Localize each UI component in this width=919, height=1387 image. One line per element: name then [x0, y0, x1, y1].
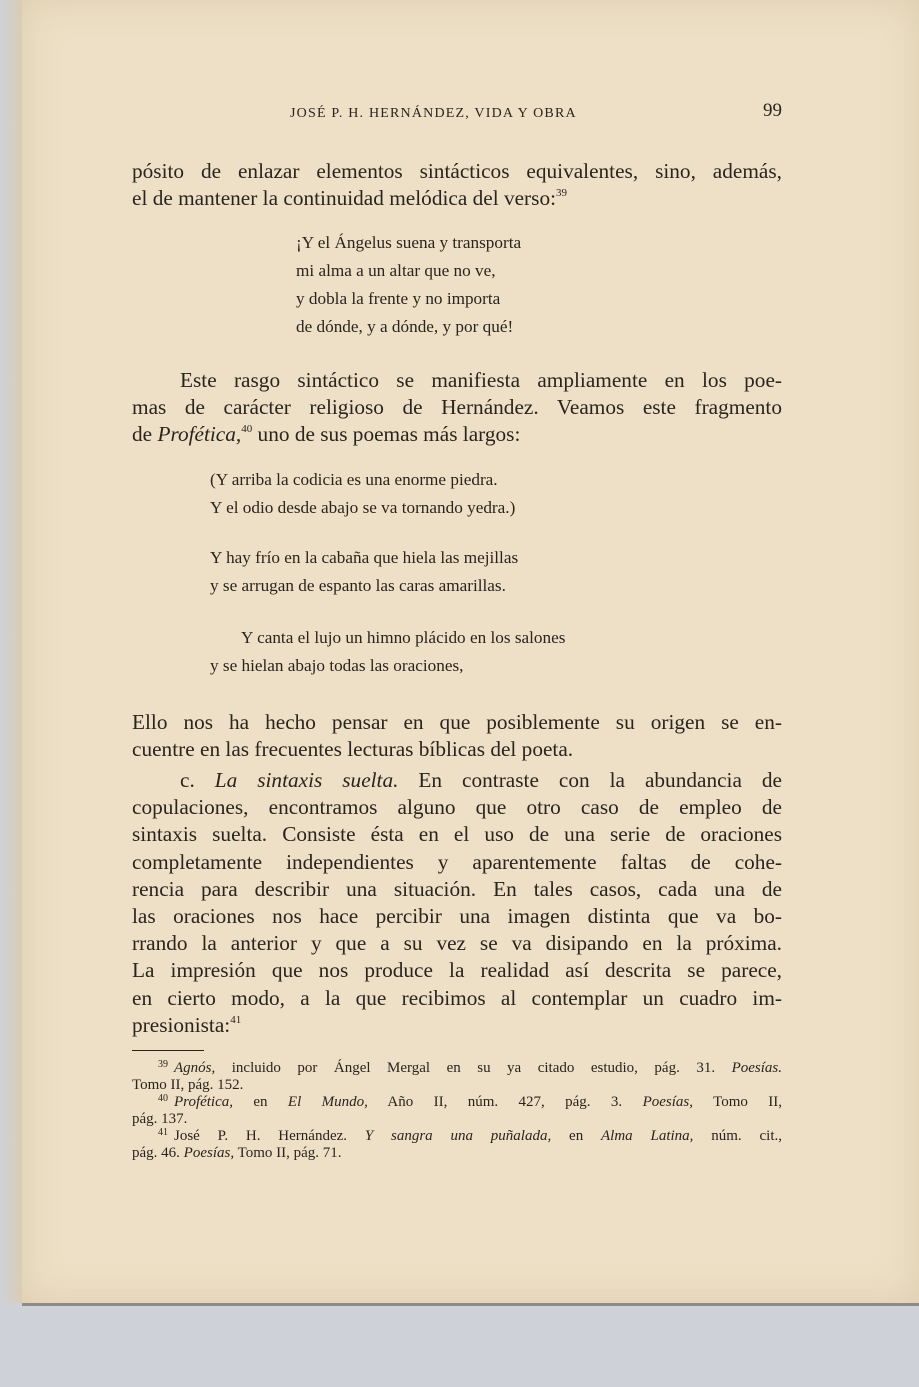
page-number: 99	[763, 100, 782, 121]
verse-line: de dónde, y a dónde, y por qué!	[296, 317, 514, 336]
text-line: el de mantener la continuidad melódica del verso:$^{39}$	[132, 186, 568, 211]
paragraph-4	[132, 767, 782, 1039]
text-line: La impresión que nos produce la realidad así descrita se parece,	[132, 958, 782, 983]
text-line: Ello nos ha hecho pensar en que posiblemente su origen se en-	[132, 710, 782, 734]
verse-stanza-3	[210, 624, 565, 680]
paragraph-1	[132, 158, 782, 212]
text-line: rrando la anterior y que a su vez se va disipando en la próxima.	[132, 931, 782, 956]
text-line: copulaciones, encontramos alguno que otro caso de empleo de	[132, 795, 782, 820]
text-line: sintaxis suelta. Consiste ésta en el uso de una serie de oraciones	[132, 822, 782, 847]
text-line: completamente independientes y aparentemente faltas de cohe-	[132, 849, 782, 874]
verse-stanza-1	[210, 466, 515, 522]
verse-line: y se hielan abajo todas las oraciones,	[210, 656, 464, 675]
verse-line: Y canta el lujo un himno plácido en los salones	[241, 628, 566, 647]
text-line: mas de carácter religioso de Hernández. Veamos este fragmento	[132, 395, 782, 420]
verse-line: Y hay frío en la cabaña que hiela las mejillas	[210, 548, 519, 567]
page-header	[132, 100, 782, 130]
verse-stanza-2	[210, 544, 518, 600]
text-line: pósito de enlazar elementos sintácticos equivalentes, sino, además,	[132, 159, 782, 183]
footnote-40: $^{40}$ Profética, en El Mundo, Año II, núm. 427, pág. 3. Poesías, Tomo II, pág. 137.	[132, 1093, 782, 1127]
footnote-ref-41: 41	[230, 1013, 242, 1026]
running-title: JOSÉ P. H. HERNÁNDEZ, VIDA Y OBRA	[290, 106, 577, 121]
verse-quote-1	[296, 229, 521, 341]
text-line: cuentre en las frecuentes lecturas bíblicas del poeta.	[132, 737, 574, 762]
text-line: Este rasgo sintáctico se manifiesta ampliamente en los poe-	[180, 368, 782, 392]
text-line: de Profética,$^{40}$ uno de sus poemas más largos:	[132, 422, 521, 447]
paragraph-3	[132, 709, 782, 763]
footnote-41: $^{41}$ José P. H. Hernández. Y sangra una puñalada, en Alma Latina, núm. cit., pág. 46. Poesías, Tomo II, pág. 71.	[132, 1127, 782, 1161]
verse-line: (Y arriba la codicia es una enorme piedra.	[210, 470, 498, 489]
verse-line: mi alma a un altar que no ve,	[296, 261, 496, 280]
page-gutter	[0, 0, 22, 1303]
text-line: en cierto modo, a la que recibimos al contemplar un cuadro im-	[132, 985, 782, 1010]
verse-line: y dobla la frente y no importa	[296, 289, 501, 308]
verse-line: Y el odio desde abajo se va tornando yedra.)	[210, 498, 516, 517]
verse-line: ¡Y el Ángelus suena y transporta	[296, 233, 522, 252]
text-line: las oraciones nos hace percibir una imagen distinta que va bo-	[132, 904, 782, 929]
footnote-ref-39: 39	[556, 187, 568, 200]
footnote-ref-40: 40	[241, 423, 253, 436]
verse-line: y se arrugan de espanto las caras amarillas.	[210, 576, 506, 595]
poem-title: Profética,	[157, 422, 242, 447]
text-line: rencia para describir una situación. En tales casos, cada una de	[132, 876, 782, 901]
text-line: c. La sintaxis suelta. En contraste con la abundancia de	[180, 768, 782, 792]
paragraph-2	[132, 367, 782, 449]
footnote-39: $^{39}$ Agnós, incluido por Ángel Mergal en su ya citado estudio, pág. 31. Poesías. Tomo II, pág. 152.	[132, 1059, 782, 1093]
book-page	[22, 0, 919, 1306]
text-line: presionista:$^{41}$	[132, 1012, 242, 1037]
section-heading: La sintaxis suelta.	[214, 768, 399, 792]
footnote-rule	[132, 1050, 204, 1051]
